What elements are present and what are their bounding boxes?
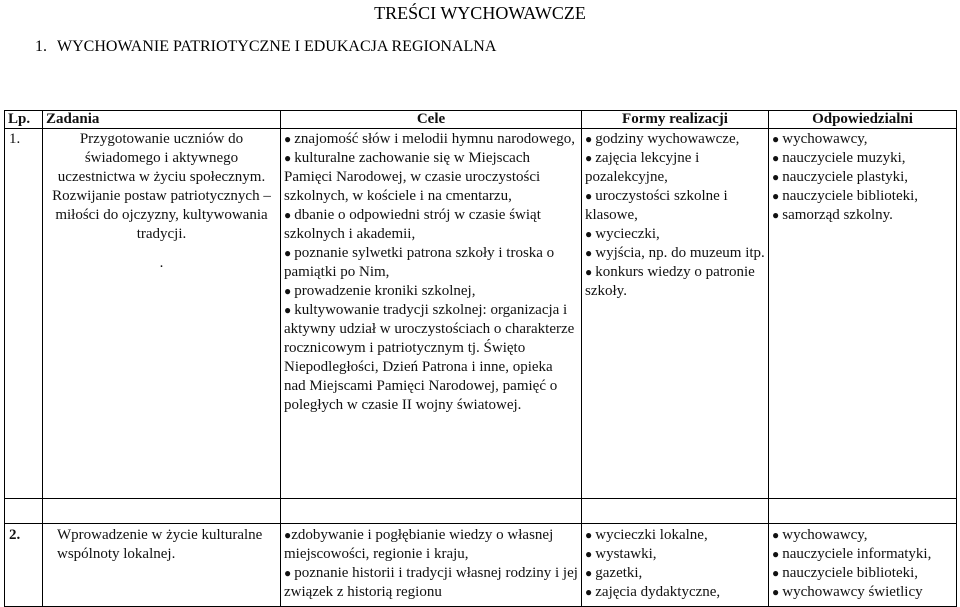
header-lp: Lp. xyxy=(5,111,43,129)
list-item: ● wychowawcy świetlicy xyxy=(772,583,953,602)
list-item: ● poznanie sylwetki patrona szkoły i troska o pamiątki po Nim, xyxy=(284,244,578,282)
list-item: ● zajęcia dydaktyczne, xyxy=(585,583,765,602)
list-item: ●zdobywanie i pogłębianie wiedzy o własnej miejscowości, regionie i kraju, xyxy=(284,527,554,562)
header-odpowiedzialni: Odpowiedzialni xyxy=(769,111,957,129)
list-item: ● zajęcia lekcyjne i pozalekcyjne, xyxy=(585,149,765,187)
spacer-cell xyxy=(281,499,582,524)
header-formy: Formy realizacji xyxy=(582,111,769,129)
forms-cell xyxy=(582,129,769,499)
list-item: ● wystawki, xyxy=(585,545,765,564)
list-item: ● prowadzenie kroniki szkolnej, xyxy=(284,282,578,301)
section-heading xyxy=(35,38,496,56)
list-item: ● nauczyciele biblioteki, xyxy=(772,564,953,583)
list-item: ● nauczyciele muzyki, xyxy=(772,149,953,168)
list-item: ● wycieczki, xyxy=(585,225,765,244)
spacer-cell xyxy=(582,499,769,524)
responsible-cell xyxy=(769,129,957,499)
list-item: ● godziny wychowawcze, xyxy=(585,130,765,149)
task-text: Wprowadzenie w życie kulturalne wspólnoty lokalnej. xyxy=(57,527,263,562)
table-header-row xyxy=(5,111,957,129)
list-item: ● wycieczki lokalne, xyxy=(585,526,765,545)
list-item: ● nauczyciele plastyki, xyxy=(772,168,953,187)
table-row xyxy=(5,129,957,499)
task-cell xyxy=(43,524,281,607)
section-label: WYCHOWANIE PATRIOTYCZNE I EDUKACJA REGIONALNA xyxy=(57,38,497,55)
spacer-cell xyxy=(43,499,281,524)
list-item: ● wychowawcy, xyxy=(772,130,953,149)
list-item: ● uroczystości szkolne i klasowe, xyxy=(585,187,765,225)
list-item: ● poznanie historii i tradycji własnej rodziny i jej związek z historią regionu xyxy=(284,564,578,602)
goals-cell xyxy=(281,129,582,499)
spacer-cell xyxy=(5,499,43,524)
list-item: ● nauczyciele informatyki, xyxy=(772,545,953,564)
list-item: ● konkurs wiedzy o patronie szkoły. xyxy=(585,263,765,301)
list-item: ● znajomość słów i melodii hymnu narodowego, xyxy=(284,130,578,149)
spacer-row xyxy=(5,499,957,524)
header-zadania: Zadania xyxy=(43,111,281,129)
forms-cell xyxy=(582,524,769,607)
list-item: ● dbanie o odpowiedni strój w czasie świąt szkolnych i akademii, xyxy=(284,206,578,244)
task-tail: . xyxy=(159,255,164,271)
task-cell xyxy=(43,129,281,499)
goals-cell xyxy=(281,524,582,607)
header-cele: Cele xyxy=(281,111,582,129)
document-title: TREŚCI WYCHOWAWCZE xyxy=(374,3,586,23)
list-item: ● kultywowanie tradycji szkolnej: organizacja i aktywny udział w uroczystościach o charakterze rocznicowym i patriotycznym tj. Święto Niepodległości, Dzień Patrona i inne, opieka nad Miejscami Pamięci Narodowej, pamięć o poległych w czasie II wojny światowej. xyxy=(284,301,578,415)
list-item: ● nauczyciele biblioteki, xyxy=(772,187,953,206)
spacer-cell xyxy=(769,499,957,524)
section-number: 1. xyxy=(35,38,47,55)
task-text: Przygotowanie uczniów do świadomego i aktywnego uczestnictwa w życiu społecznym. Rozwijanie postaw patriotycznych – miłości do ojczyzny, kultywowania tradycji. xyxy=(52,131,271,242)
list-item: ● gazetki, xyxy=(585,564,765,583)
list-item: ● samorząd szkolny. xyxy=(772,206,953,225)
row-number: 2. xyxy=(5,524,43,607)
list-item: ● kulturalne zachowanie się w Miejscach Pamięci Narodowej, w czasie uroczystości szkolnych, w kościele i na cmentarzu, xyxy=(284,149,578,206)
table-row xyxy=(5,524,957,607)
list-item: ● wychowawcy, xyxy=(772,526,953,545)
responsible-cell xyxy=(769,524,957,607)
list-item: ● wyjścia, np. do muzeum itp. xyxy=(585,244,765,263)
content-table xyxy=(4,110,957,607)
row-number: 1. xyxy=(5,129,43,499)
